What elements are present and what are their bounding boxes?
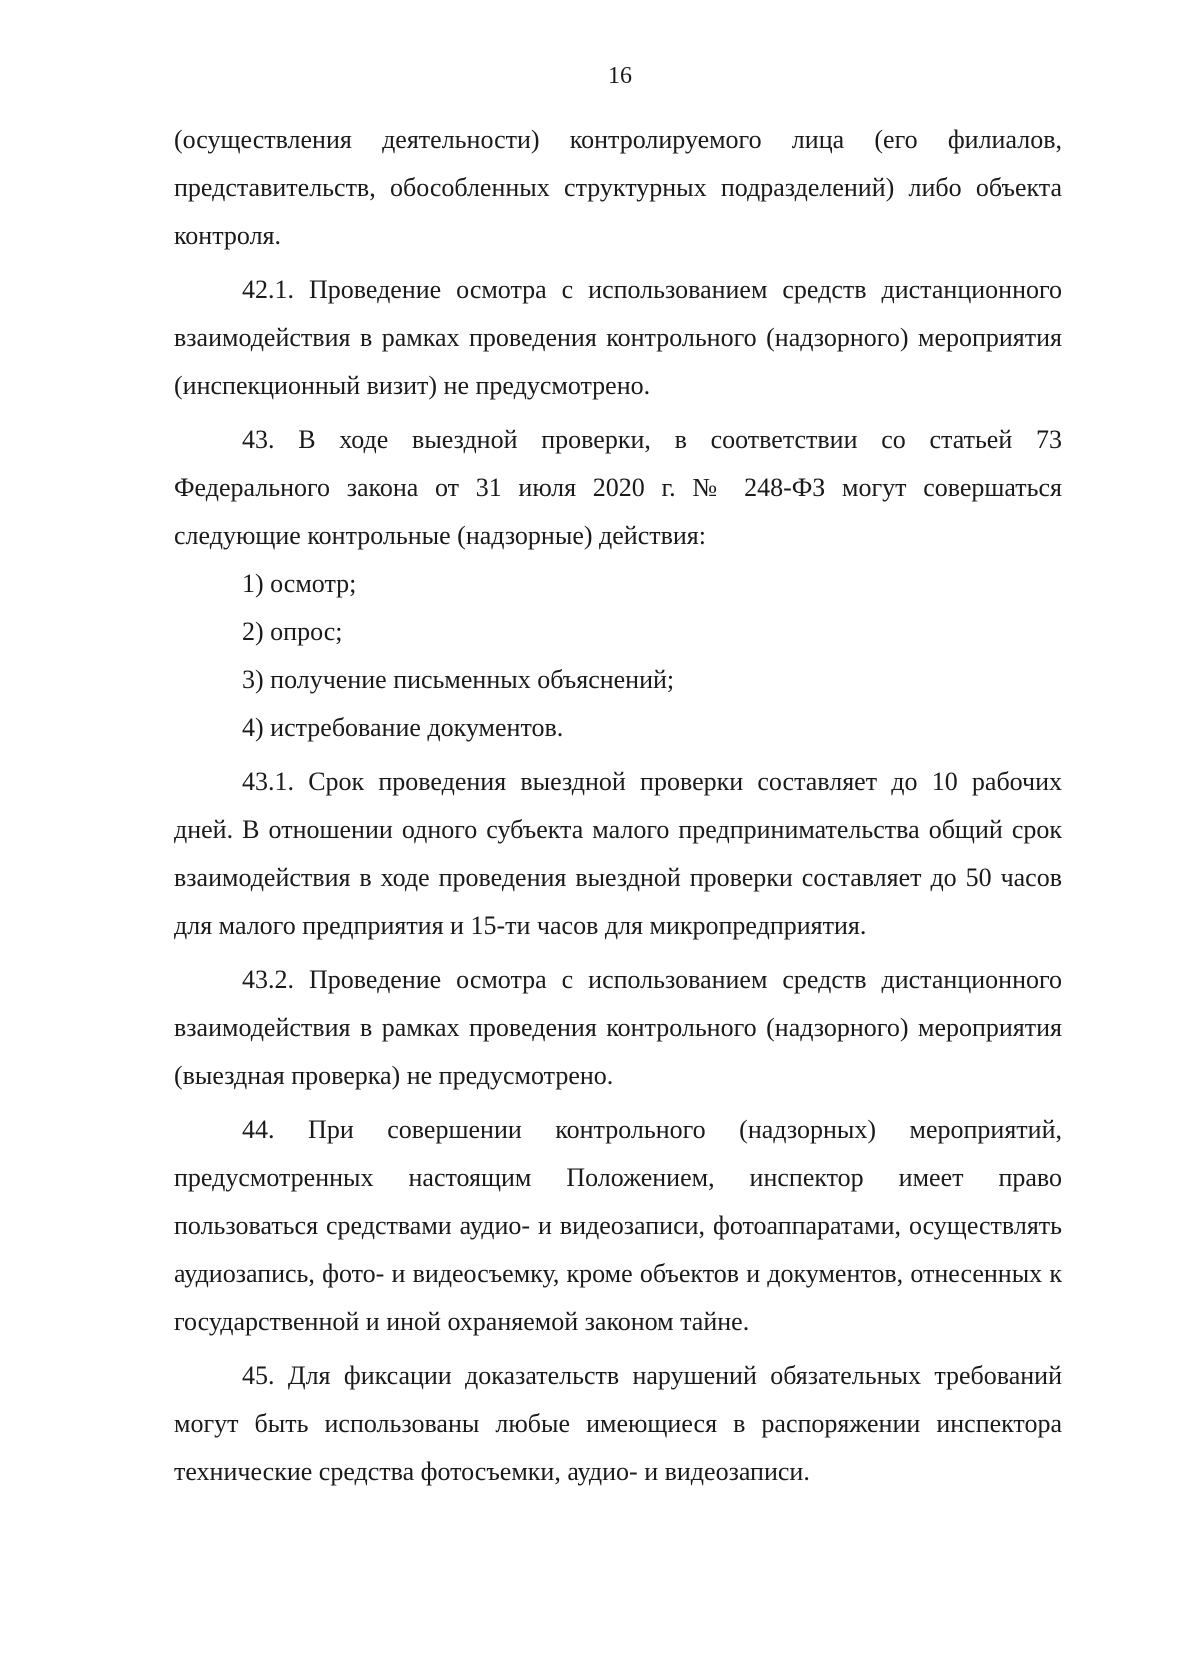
list-item-2: 2) опрос; [242, 617, 343, 646]
paragraph-43: 43. В ходе выездной проверки, в соответствии со статьей 73 Федерального закона от 31 июля 2020 г. № 248-ФЗ могут совершаться следующие контрольные (надзорные) действия: [174, 425, 1062, 550]
list-item-3: 3) получение письменных объяснений; [242, 665, 675, 694]
list-item-1: 1) осмотр; [242, 569, 357, 598]
paragraph-continuation: (осуществления деятельности) контролируемого лица (его филиалов, представительств, обособленных структурных подразделений) либо объекта контроля. [174, 125, 1062, 250]
paragraph-44: 44. При совершении контрольного (надзорных) мероприятий, предусмотренных настоящим Положением, инспектор имеет право пользоваться средствами аудио- и видеозаписи, фотоаппаратами, осуществлять аудиозапись, фото- и видеосъемку, кроме объектов и документов, отнесенных к государственной и иной охраняемой законом тайне. [174, 1115, 1062, 1336]
page-number: 16 [608, 63, 632, 89]
paragraph-42-1: 42.1. Проведение осмотра с использованием средств дистанционного взаимодействия в рамках проведения контрольного (надзорного) мероприятия (инспекционный визит) не предусмотрено. [174, 275, 1062, 400]
document-body [174, 116, 1062, 1496]
paragraph-43-2: 43.2. Проведение осмотра с использованием средств дистанционного взаимодействия в рамках проведения контрольного (надзорного) мероприятия (выездная проверка) не предусмотрено. [174, 965, 1062, 1090]
paragraph-43-1: 43.1. Срок проведения выездной проверки составляет до 10 рабочих дней. В отношении одного субъекта малого предпринимательства общий срок взаимодействия в ходе проведения выездной проверки составляет до 50 часов для малого предприятия и 15-ти часов для микропредприятия. [174, 767, 1062, 940]
paragraph-45: 45. Для фиксации доказательств нарушений обязательных требований могут быть использованы любые имеющиеся в распоряжении инспектора технические средства фотосъемки, аудио- и видеозаписи. [174, 1361, 1062, 1486]
list-item-4: 4) истребование документов. [242, 713, 564, 742]
